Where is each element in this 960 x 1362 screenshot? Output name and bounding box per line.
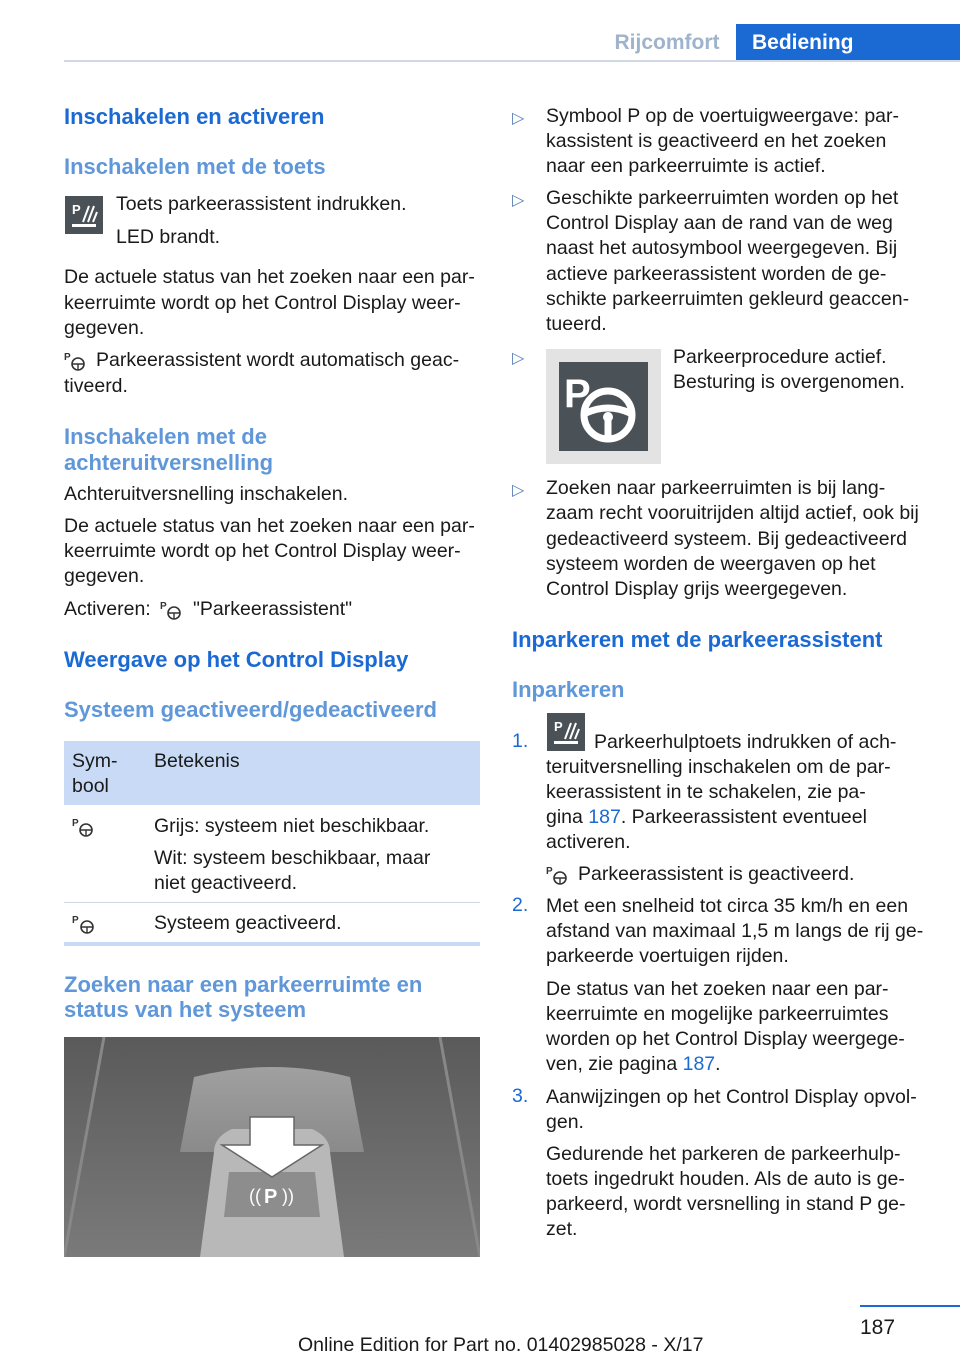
step3-line1: Aanwijzingen op het Control Display opvol- [546, 1086, 917, 1108]
auto-activate-line2: tiveerd. [64, 375, 128, 397]
step2-line7 [546, 1052, 721, 1078]
table-row-divider [64, 902, 480, 903]
bullet2-line2: Control Display aan de rand van de weg [546, 212, 893, 234]
bullet1-line3: naar een parkeerruimte is actief. [546, 155, 826, 177]
achteruit-line4: gegeven. [64, 565, 145, 587]
bullet-marker: ▷ [512, 482, 525, 499]
step1-line4 [546, 805, 867, 831]
svg-text:P: P [546, 866, 553, 877]
status-text-line2: keerruimte wordt op het Control Display weer- [64, 292, 461, 314]
graphic-p-symbol: P [264, 1186, 278, 1208]
control-display-parking-graphic [64, 1037, 480, 1257]
page-link-187[interactable]: 187 [588, 806, 621, 828]
heading-inschakelen-activeren: Inschakelen en activeren [64, 104, 325, 129]
footer-rule [860, 1305, 960, 1307]
status-text-line3: gegeven. [64, 317, 145, 339]
step2-line4: De status van het zoeken naar een par- [546, 978, 889, 1000]
step2-text: . [715, 1053, 721, 1075]
parking-assist-button-icon [547, 713, 585, 751]
status-text-line1: De actuele status van het zoeken naar een par- [64, 266, 475, 288]
parking-assist-symbol-icon [160, 599, 184, 626]
graphic-wave-left: (( [249, 1186, 261, 1206]
header-section-tab[interactable]: Rijcomfort [614, 31, 720, 54]
step1-line6: Parkeerassistent is geactiveerd. [578, 863, 855, 885]
svg-text:P: P [160, 601, 167, 612]
parking-assist-active-icon [72, 913, 98, 940]
heading-achteruit-line1: Inschakelen met de [64, 424, 267, 449]
symbol-table-header [64, 741, 480, 805]
activeren-value: "Parkeerassistent" [193, 598, 353, 620]
step1-line3: keerassistent in te schakelen, zie pa- [546, 781, 866, 803]
heading-inparkeren: Inparkeren [512, 677, 625, 702]
step2-text: ven, zie pagina [546, 1053, 678, 1075]
achteruit-line2: De actuele status van het zoeken naar een par- [64, 515, 475, 537]
auto-activate-line1: Parkeerassistent wordt automatisch geac- [96, 349, 460, 371]
step3-line3: Gedurende het parkeren de parkeerhulp- [546, 1143, 901, 1165]
toets-instruction: Toets parkeerassistent indrukken. [116, 193, 407, 215]
svg-text:P: P [72, 202, 81, 217]
heading-systeem: Systeem geactiveerd/gedeactiveerd [64, 697, 437, 722]
toets-led: LED brandt. [116, 226, 221, 248]
bullet3-line1: Parkeerprocedure actief. [673, 346, 887, 368]
page-link-187[interactable]: 187 [682, 1053, 716, 1075]
step-number: 2. [512, 894, 529, 916]
step3-line6: zet. [546, 1218, 578, 1240]
bullet2-line4: actieve parkeerassistent worden de ge- [546, 263, 887, 285]
table-row1-line3: niet geactiveerd. [154, 872, 298, 894]
bullet4-line2: zaam recht vooruitrijden altijd actief, ook bij [546, 502, 919, 524]
heading-achteruit-line2: achteruitversnelling [64, 450, 274, 475]
achteruit-line3: keerruimte wordt op het Control Display weer- [64, 540, 461, 562]
bullet4-line5: Control Display grijs weergegeven. [546, 578, 848, 600]
step2-line3: parkeerde voertuigen rijden. [546, 945, 789, 967]
table-row1-line2: Wit: systeem beschikbaar, maar [154, 847, 431, 869]
bullet3-line2: Besturing is overgenomen. [673, 371, 905, 393]
step-number: 1. [512, 730, 529, 752]
heading-zoeken-line2: status van het systeem [64, 997, 307, 1022]
parking-assist-grey-icon [72, 816, 96, 843]
heading-inparkeren-main: Inparkeren met de parkeerassistent [512, 627, 883, 652]
bullet2-line1: Geschikte parkeerruimten worden op het [546, 187, 899, 209]
svg-text:P: P [72, 915, 79, 926]
header-divider [64, 60, 960, 62]
svg-text:P: P [564, 372, 591, 416]
bullet-marker: ▷ [512, 110, 525, 127]
bullet2-line6: tueerd. [546, 313, 607, 335]
bullet2-line3: naast het autosymbool weergegeven. Bij [546, 237, 898, 259]
bullet4-line1: Zoeken naar parkeerruimten is bij lang- [546, 477, 886, 499]
parking-assist-button-icon [65, 196, 103, 234]
step1-line5: activeren. [546, 831, 631, 853]
parking-assist-symbol-icon [64, 350, 88, 377]
heading-weergave: Weergave op het Control Display [64, 647, 409, 672]
step2-line6: worden op het Control Display weergege- [546, 1028, 905, 1050]
step3-line5: parkeerd, wordt versnelling in stand P ge- [546, 1193, 906, 1215]
graphic-wave-right: )) [282, 1186, 294, 1206]
svg-text:P: P [64, 352, 71, 363]
table-bottom-rule [64, 942, 480, 946]
bullet4-line4: systeem worden de weergaven op het [546, 553, 876, 575]
parking-procedure-active-icon [546, 349, 661, 464]
bullet4-line3: gedeactiveerd systeem. Bij gedeactiveerd [546, 528, 907, 550]
activeren-label: Activeren: [64, 598, 151, 620]
bullet-marker: ▷ [512, 192, 525, 209]
bullet-marker: ▷ [512, 350, 525, 367]
table-col-symbol-l1: Sym- [72, 750, 118, 772]
step1-line2: teruitversnelling inschakelen om de par- [546, 756, 891, 778]
step2-line1: Met een snelheid tot circa 35 km/h en een [546, 895, 909, 917]
heading-inschakelen-toets: Inschakelen met de toets [64, 154, 326, 179]
header-active-tab[interactable]: Bediening [736, 24, 960, 62]
table-col-betekenis: Betekenis [154, 750, 240, 772]
step1-text: . Parkeerassistent eventueel [620, 806, 867, 828]
table-row1-line1: Grijs: systeem niet beschikbaar. [154, 815, 430, 837]
step2-line5: keerruimte en mogelijke parkeerruimtes [546, 1003, 889, 1025]
step3-line4: toets ingedrukt houden. Als de auto is ge- [546, 1168, 905, 1190]
bullet1-line2: kassistent is geactiveerd en het zoeken [546, 130, 887, 152]
parking-assist-symbol-icon [546, 864, 570, 891]
bullet2-line5: schikte parkeerruimten gekleurd geaccen- [546, 288, 910, 310]
step1-line1: Parkeerhulptoets indrukken of ach- [594, 731, 897, 753]
step2-line2: afstand van maximaal 1,5 m langs de rij ge- [546, 920, 924, 942]
svg-text:P: P [554, 719, 563, 734]
edition-note: Online Edition for Part no. 01402985028 - X/17 [298, 1334, 704, 1356]
table-row2: Systeem geactiveerd. [154, 912, 342, 934]
bullet1-line1: Symbool P op de voertuigweergave: par- [546, 105, 900, 127]
achteruit-line1: Achteruitversnelling inschakelen. [64, 483, 348, 505]
page-number: 187 [860, 1316, 896, 1339]
svg-text:P: P [72, 818, 79, 829]
table-col-symbol-l2: bool [72, 775, 109, 797]
step3-line2: gen. [546, 1111, 584, 1133]
step1-text: gina [546, 806, 583, 828]
step-number: 3. [512, 1085, 529, 1107]
heading-zoeken-line1: Zoeken naar een parkeerruimte en [64, 972, 423, 997]
